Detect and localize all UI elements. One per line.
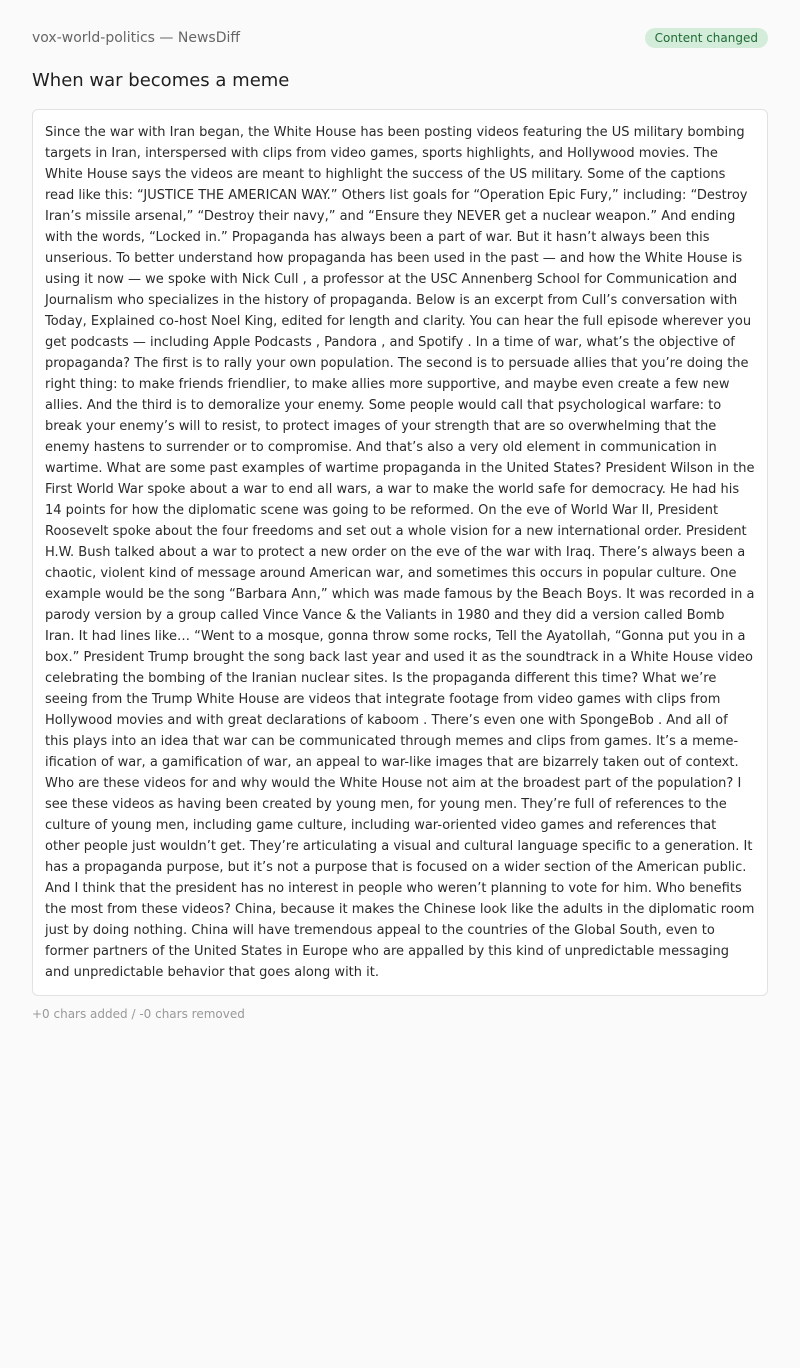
article-title: When war becomes a meme	[32, 70, 290, 91]
source-label: vox-world-politics — NewsDiff	[32, 30, 241, 46]
article-card	[32, 109, 768, 996]
diff-stats: +0 chars added / -0 chars removed	[32, 1007, 245, 1021]
header	[32, 28, 768, 48]
status-badge: Content changed	[645, 28, 768, 48]
article-body: Since the war with Iran began, the White House has been posting videos featuring the US military bombing targets in Iran, interspersed with clips from video games, sports highlights, and Hollywood movies. The White House says the videos are meant to highlight the success of the US military. Some of the captions read like this: “JUSTICE THE AMERICAN WAY.” Others list goals for “Operation Epic Fury,” including: “Destroy Iran’s missile arsenal,” “Destroy their navy,” and “Ensure they NEVER get a nuclear weapon.” And ending with the words, “Locked in.” Propaganda has always been a part of war. But it hasn’t always been this unserious. To better understand how propaganda has been used in the past — and how the White House is using it now — we spoke with Nick Cull , a professor at the USC Annenberg School for Communication and Journalism who specializes in the history of propaganda. Below is an excerpt from Cull’s conversation with Today, Explained co-host Noel King, edited for length and clarity. You can hear the full episode wherever you get podcasts — including Apple Podcasts , Pandora , and Spotify . In a time of war, what’s the objective of propaganda? The first is to rally your own population. The second is to persuade allies that you’re doing the right thing: to make friends friendlier, to make allies more supportive, and maybe even create a few new allies. And the third is to demoralize your enemy. Some people would call that psychological warfare: to break your enemy’s will to resist, to protect images of your strength that are so overwhelming that the enemy hastens to surrender or to compromise. And that’s also a very old element in communication in wartime. What are some past examples of wartime propaganda in the United States? President Wilson in the First World War spoke about a war to end all wars, a war to make the world safe for democracy. He had his 14 points for how the diplomatic scene was going to be reformed. On the eve of World War II, President Roosevelt spoke about the four freedoms and set out a whole vision for a new international order. President H.W. Bush talked about a war to protect a new order on the eve of the war with Iraq. There’s always been a chaotic, violent kind of message around American war, and sometimes this occurs in popular culture. One example would be the song “Barbara Ann,” which was made famous by the Beach Boys. It was recorded in a parody version by a group called Vince Vance & the Valiants in 1980 and they did a version called Bomb Iran. It had lines like… “Went to a mosque, gonna throw some rocks, Tell the Ayatollah, “Gonna put you in a box.” President Trump brought the song back last year and used it as the soundtrack in a White House video celebrating the bombing of the Iranian nuclear sites. Is the propaganda different this time? What we’re seeing from the Trump White House are videos that integrate footage from video games with clips from Hollywood movies and with great declarations of kaboom . There’s even one with SpongeBob . And all of this plays into an idea that war can be communicated through memes and clips from games. It’s a meme-ification of war, a gamification of war, an appeal to war-like images that are bizarrely taken out of context. Who are these videos for and why would the White House not aim at the broadest part of the population? I see these videos as having been created by young men, for young men. They’re full of references to the culture of young men, including game culture, including war-oriented video games and references that other people just wouldn’t get. They’re articulating a visual and cultural language specific to a generation. It has a propaganda purpose, but it’s not a purpose that is focused on a wider section of the American public. And I think that the president has no interest in people who weren’t planning to vote for him. Who benefits the most from these videos? China, because it makes the Chinese look like the adults in the diplomatic room just by doing nothing. China will have tremendous appeal to the countries of the Global South, even to former partners of the United States in Europe who are appalled by this kind of unpredictable messaging and unpredictable behavior that goes along with it.	[45, 125, 755, 980]
